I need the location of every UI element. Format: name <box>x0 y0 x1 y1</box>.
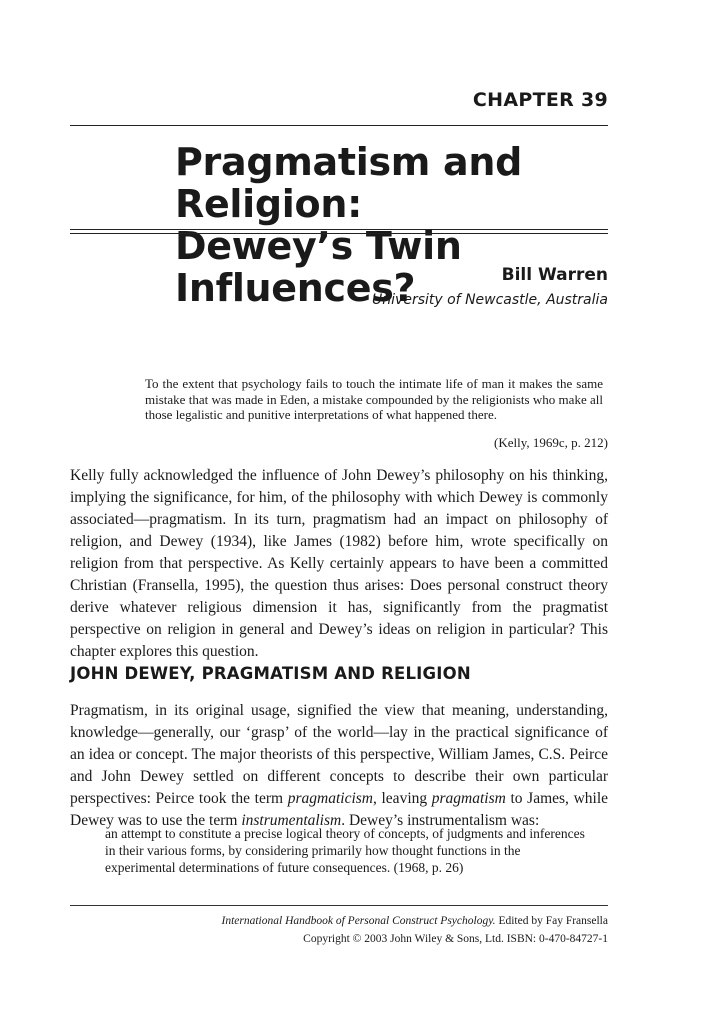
top-rule <box>70 125 608 126</box>
section-text-part-1: Pragmatism, in its original usage, signified the view that meaning, understanding, knowledge—generally, our ‘grasp’ of the world—lay in the practical significance of an idea or concept. The major theorists of this perspective, William James, C.S. Peirce and John Dewey settled on different concepts to describe their own particular perspectives: Peirce took the term <box>70 702 608 807</box>
chapter-number: CHAPTER 39 <box>472 89 608 111</box>
section-text-part-2: , leaving <box>372 790 432 807</box>
footer-book-title: International Handbook of Personal Construct Psychology. <box>221 915 496 927</box>
chapter-title-line-2: Dewey’s Twin Influences? <box>175 224 462 310</box>
epigraph-citation: (Kelly, 1969c, p. 212) <box>494 435 608 450</box>
chapter-title-line-1: Pragmatism and Religion: <box>175 140 523 226</box>
section-text-part-3: to James, while Dewey was to use the term <box>70 790 609 829</box>
title-rule-upper <box>70 229 608 230</box>
epigraph-quote: To the extent that psychology fails to touch the intimate life of man it makes the same mistake that was made in Eden, a mistake compounded by the religionists who make all those legalistic and punitive interpretations of what happened there. <box>145 376 603 422</box>
author-name: Bill Warren <box>501 265 608 285</box>
footer-copyright: Copyright © 2003 John Wiley & Sons, Ltd. ISBN: 0-470-84727-1 <box>303 933 608 945</box>
chapter-title <box>175 141 705 309</box>
footer-rule <box>70 905 608 906</box>
section-text-part-4: . Dewey’s instrumentalism was: <box>341 812 540 829</box>
section-heading: JOHN DEWEY, PRAGMATISM AND RELIGION <box>70 664 471 683</box>
footer-book-credit <box>222 915 609 927</box>
term-instrumentalism: instrumentalism <box>241 812 342 829</box>
block-quote: an attempt to constitute a precise logical theory of concepts, of judgments and inferences in their various forms, by considering primarily how thought functions in the experimental determinations of future consequences. (1968, p. 26) <box>105 826 585 875</box>
term-pragmaticism: pragmaticism <box>287 790 373 807</box>
intro-paragraph: Kelly fully acknowledged the influence of John Dewey’s philosophy on his thinking, implying the significance, for him, of the philosophy with which Dewey is commonly associated—pragmatism. In its turn, pragmatism had an impact on philosophy of religion, and Dewey (1934), like James (1982) before him, wrote specifically on religion from that perspective. As Kelly certainly appears to have been a committed Christian (Fransella, 1995), the question thus arises: Does personal construct theory derive whatever religious dimension it has, significantly from the pragmatist perspective on religion in general and Dewey’s ideas on religion in particular? This chapter explores this question. <box>70 467 608 660</box>
section-paragraph <box>70 700 608 832</box>
author-affiliation: University of Newcastle, Australia <box>372 292 608 308</box>
footer-editor: Edited by Fay Fransella <box>495 915 608 927</box>
title-rule-lower <box>70 233 608 234</box>
term-pragmatism: pragmatism <box>431 790 506 807</box>
